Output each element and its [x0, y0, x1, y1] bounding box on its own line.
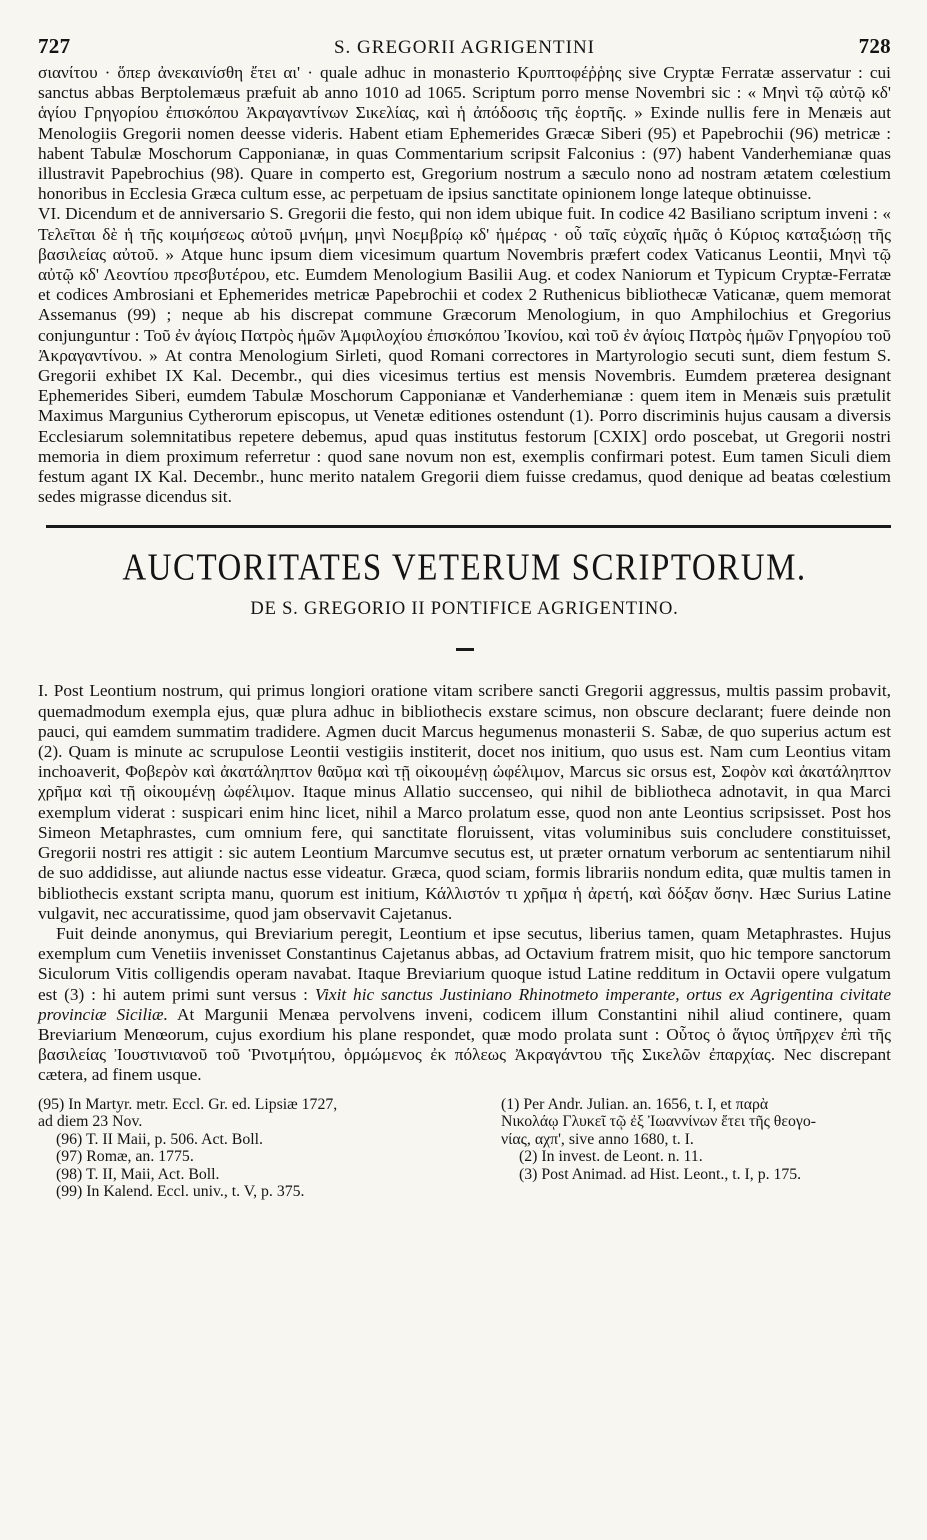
paragraph-text: Fuit deinde anonymus, qui Breviarium peregit, Leontium et ipse secutus, liberius tamen, quam Metaphrastes. Hujus exemplum cum Venetiis invenisset Constantinus Cajetanus abbas, ad Octavium fratrem misit, quo hic tempore sanctorum Siculorum Vitis colligendis operam navabat. Itaque Breviarium quoque istud Latine redditum in Octavii opere vulgatum est (3) : hi autem primi sunt versus : — [38, 923, 891, 1004]
paragraph — [38, 924, 891, 1086]
quoted-italic-text: Vixit hic sanctus Justiniano Rhinotmeto imperante, ortus ex Agrigentina civitate provinciæ Siciliæ. — [38, 984, 892, 1024]
footnote-line: (2) In invest. de Leont. n. 11. — [519, 1148, 703, 1166]
paragraph-text: At Margunii Menæa pervolvens inveni, codicem illum Constantini nihil aliud continere, quam Breviarium Menœorum, cujus exordium his plane respondet, quæ modo prolata sunt : Οὗτος ὁ ἅγιος ὑπῆρχεν ἐπὶ τῆς βασιλείας Ἰουστινιανοῦ τοῦ Ῥινοτμήτου, ὁρμώμενος ἐκ πόλεως Ἀκραγάντου τῆς Σικελῶν ἐπαρχίας. Nec discrepant cætera, ad finem usque. — [38, 1004, 891, 1085]
section-continued-text — [38, 63, 891, 507]
footnote-line: νίας, αχπ', sive anno 1680, t. I. — [501, 1130, 694, 1148]
footnote-line: (96) T. II Maii, p. 506. Act. Boll. — [56, 1130, 263, 1148]
footnotes — [38, 1096, 891, 1201]
running-title: S. GREGORII AGRIGENTINI — [333, 37, 595, 58]
footnote-line: ad diem 23 Nov. — [38, 1113, 143, 1131]
footnote-line: (1) Per Andr. Julian. an. 1656, t. I, et παρὰ — [501, 1095, 769, 1113]
footnote-line: (95) In Martyr. metr. Eccl. Gr. ed. Lipsiæ 1727, — [38, 1095, 338, 1113]
footnote-line: (3) Post Animad. ad Hist. Leont., t. I, p. 175. — [519, 1165, 802, 1183]
footnotes-right-column — [501, 1096, 891, 1201]
running-head — [38, 34, 891, 59]
paragraph: VI. Dicendum et de anniversario S. Gregorii die festo, qui non idem ubique fuit. In codice 42 Basiliano scriptum inveni : « Τελεῖται δὲ ἡ τῆς κοιμήσεως αὐτοῦ μνήμη, μηνὶ Νοεμβρίῳ κδ' ἡμέρας · οὗ ταῖς εὐχαῖς ἡμᾶς ὁ Κύριος καταξιώσῃ τῆς βασιλείας αὐτοῦ. » Atque hunc ipsum diem vicesimum quartum Novembris præfert codex Vaticanus Leontii, Μηνὶ τῷ αὐτῷ κδ' Λεοντίου πρεσβυτέρου, etc. Eumdem Menologium Basilii Aug. et codex Naniorum et Typicum Cryptæ-Ferratæ et codices Ambrosiani et Ephemerides metricæ Papebrochii et codex 2 Ruthenicus bibliothecæ Vaticanæ, quem memorat Assemanus (99) ; neque ab his discrepat commune Græcorum Menologium, in quo Amphilochius et Gregorius conjunguntur : Τοῦ ἐν ἁγίοις Πατρὸς ἡμῶν Ἀμφιλοχίου ἐπισκόπου Ἰκονίου, καὶ τοῦ ἐν ἁγίοις Πατρὸς ἡμῶν Γρηγορίου τοῦ Ἀκραγαντίνου. » At contra Menologium Sirleti, quod Romani correctores in Martyrologio secuti sunt, diem festum S. Gregorii exhibet IX Kal. Decembr., qui dies vicesimus tertius est mensis Novembris. Eumdem præterea designant Ephemerides Siberi, eumdem Tabulæ Moschorum Capponianæ et Vanderhemianæ : quem item in Menæis suis prætulit Maximus Margunius Cytherorum episcopus, ut Venetæ editiones ostendunt (1). Porro discriminis hujus causam a diversis Ecclesiarum solemnitatibus repetere debemus, apud quas institutus festorum [CXIX] ordo poscebat, ut Gregorii nostri memoria in diem proximum referretur : quod sane novum non est, exemplis confirmari potest. Eum tamen Siculi diem festum agant IX Kal. Decembr., hunc merito natalem Gregorii diem fuisse credamus, quod denique ad beatas cœlestium sedes migrasse dicendus sit. — [38, 204, 891, 507]
section-subtitle: DE S. GREGORIO II PONTIFICE AGRIGENTINO. — [250, 599, 679, 620]
section-title: AUCTORITATES VETERUM SCRIPTORUM. — [122, 547, 807, 590]
right-page-number: 728 — [858, 34, 891, 58]
footnote-line: (99) In Kalend. Eccl. univ., t. V, p. 375. — [56, 1183, 305, 1201]
section-divider — [46, 525, 891, 528]
footnote-line: Νικολάῳ Γλυκεῖ τῷ ἐξ Ἰωαννίνων ἔτει τῆς θεογο- — [501, 1113, 817, 1131]
footnote-line: (97) Romæ, an. 1775. — [56, 1148, 194, 1166]
footnotes-left-column — [38, 1096, 478, 1201]
left-page-number: 727 — [38, 34, 71, 58]
footnote-line: (98) T. II, Maii, Act. Boll. — [56, 1165, 220, 1183]
paragraph: I. Post Leontium nostrum, qui primus longiori oratione vitam scribere sancti Gregorii aggressus, multis passim probavit, quemadmodum exempla ejus, quæ plura adhuc in bibliothecis exstare scimus, non obscure declarant; fuere deinde non pauci, qui eamdem summatim tradidere. Agmen ducit Marcus hegumenus monasterii S. Sabæ, de quo superius actum est (2). Quam is minute ac scrupulose Leontii vestigiis institerit, docet nos initium, quo usus est. Nam cum Leontius vitam inchoaverit, Φοβερὸν καὶ ἀκατάληπτον θαῦμα καὶ τῇ οἰκουμένῃ ὠφέλιμον, Marcus sic orsus est, Σοφὸν καὶ ἀκατάληπτον χρῆμα καὶ τῇ οἰκουμένῃ ὠφέλιμον. Itaque minus Allatio succenseo, qui nihil de bibliotheca adnotavit, in qua Marci exemplum viderat : suspicari enim hinc licet, nihil a Marco prolatum esse, quod non ante Leontius scripsisset. Post hos Simeon Metaphrastes, cum omnium fere, qui sanctitate floruissent, vitas voluminibus suis concludere constituisset, Gregorii nostri res attigit : sic autem Leontium Marcumve secutus est, ut præter ornatum verborum ac sententiarum nihil de suo addidisse, aut aliunde nactus esse videatur. Græca, quod sciam, formis librariis nondum edita, quæ multis tamen in bibliothecis exstant scripta manu, quorum est initium, Κάλλιστόν τι χρῆμα ἡ ἀρετή, καὶ δόξαν ὄσην. Hæc Surius Latine vulgavit, nec accuratissime, quod jam observavit Cajetanus. — [38, 681, 891, 923]
section-auctoritates-text — [38, 681, 891, 1085]
paragraph: σιανίτου · ὅπερ ἀνεκαινίσθη ἔτει αι' · quale adhuc in monasterio Κρυπτοφέῤῥης sive Cryptæ Ferratæ asservatur : cui sanctus abbas Berptolemæus præfuit ab anno 1010 ad 1065. Scriptum porro mense Novembri sic : « Μηνὶ τῷ αὐτῷ κδ' ἁγίου Γρηγορίου ἐπισκόπου Ἀκραγαντίνων Σικελίας, καὶ ἡ ἀπόδοσις τῆς ἑορτῆς. » Exinde nullis fere in Menæis aut Menologiis Gregorii nomen deesse videris. Habent etiam Ephemerides Græcæ Siberi (95) et Papebrochii (96) metricæ : habent Tabulæ Moschorum Capponianæ, in quas Commentarium scripsit Falconius : (97) habent Vanderhemianæ quas illustravit Papebrochius (98). Quare in comperto est, Gregorium nostrum a sæculo nono ad nostram ætatem cœlestium honoribus in Ecclesia Græca cultum esse, ac perpetuam de ipsius sanctitate opinionem longe lateque obtinuisse. — [38, 63, 891, 204]
title-dash — [456, 648, 474, 651]
